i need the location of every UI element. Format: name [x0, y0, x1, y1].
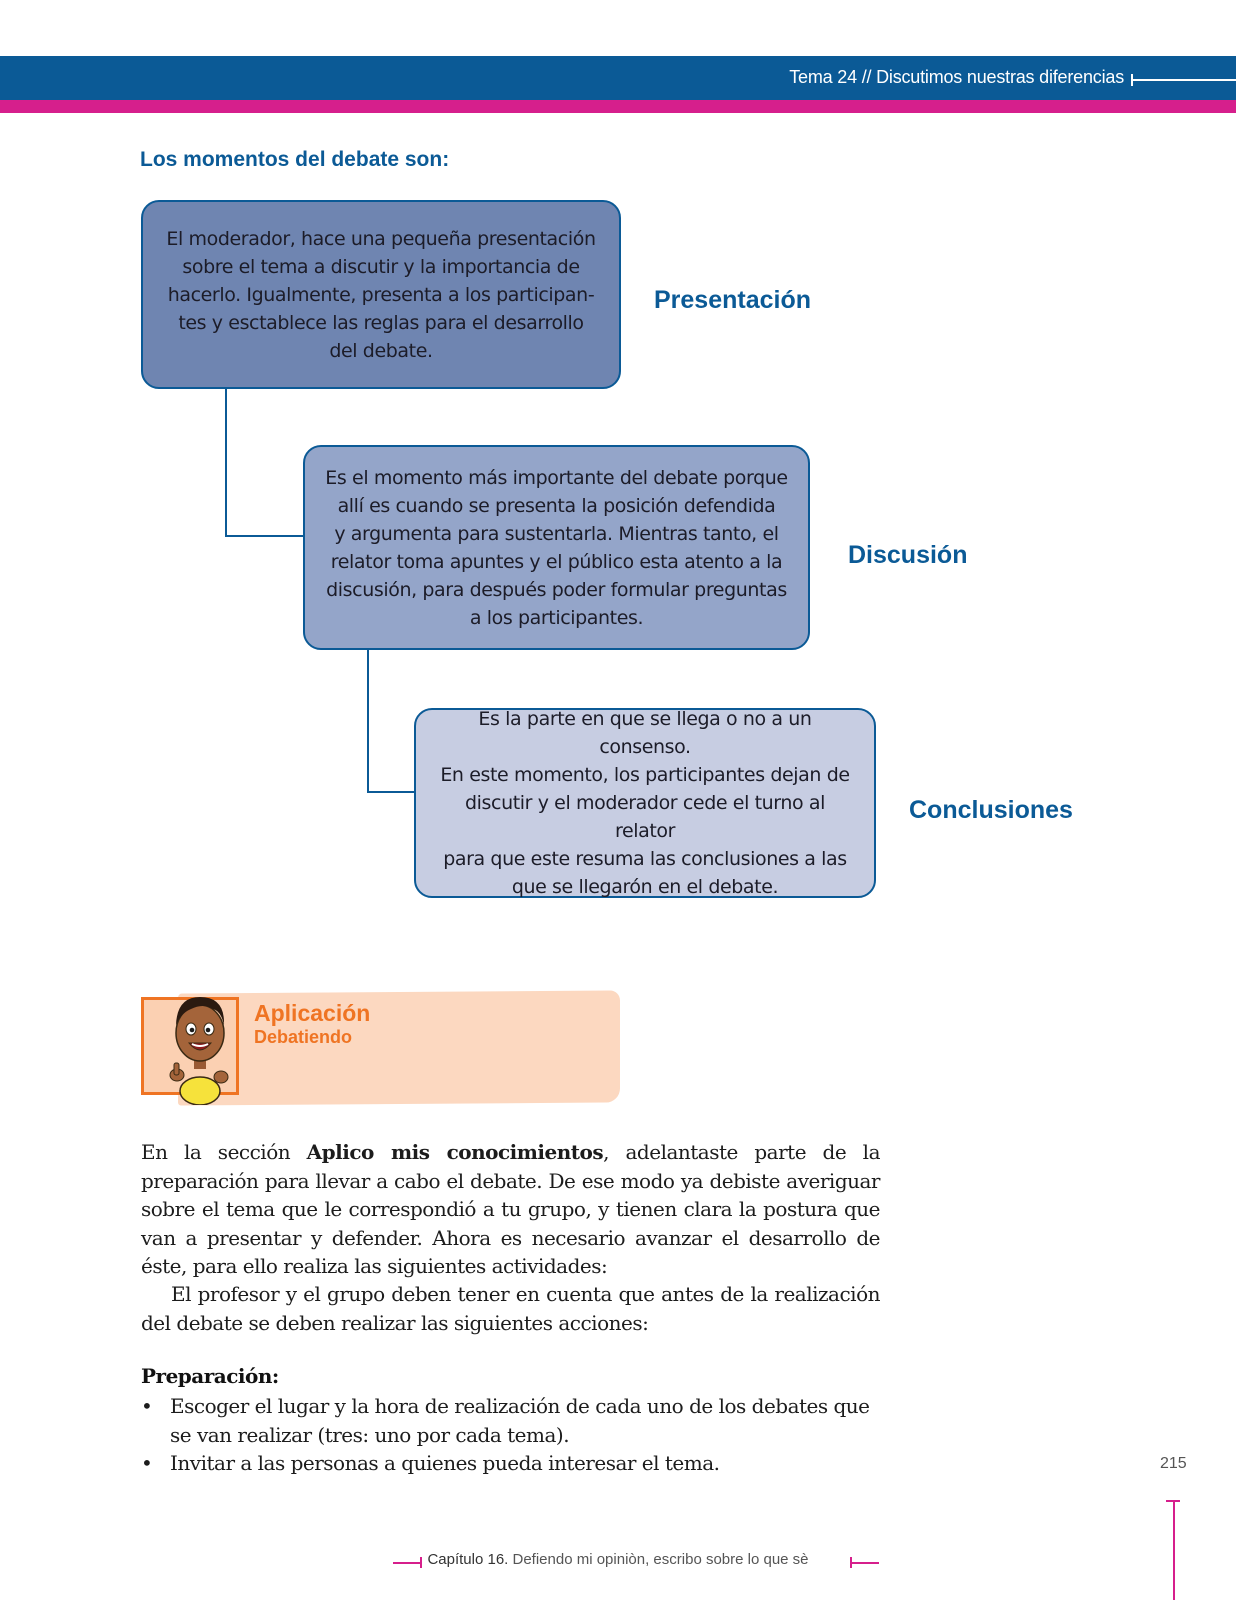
step-label-conclusiones: Conclusiones: [909, 796, 1073, 824]
header-title: Tema 24 // Discutimos nuestras diferencias: [789, 67, 1124, 87]
preparacion-heading: Preparación:: [141, 1364, 279, 1388]
list-item: [141, 1392, 880, 1449]
body-paragraph-2: El profesor y el grupo deben tener en cuenta que antes de la realización del debate se deben realizar las siguientes acciones:: [141, 1282, 880, 1335]
list-item-text: Escoger el lugar y la hora de realización de cada uno de los debates que se van realizar (tres: uno por cada tema).: [170, 1394, 870, 1447]
body-paragraph-1: [141, 1138, 880, 1281]
aplicacion-subtitle: Debatiendo: [254, 1027, 353, 1047]
step-text-line: relator toma apuntes y el público esta atento a la: [330, 550, 783, 573]
step-box-discusion: [303, 445, 810, 650]
footer-chapter: Capítulo 16.: [427, 1551, 509, 1568]
footer-title: Defiendo mi opiniòn, escribo sobre lo que sè: [508, 1551, 809, 1568]
aplicacion-title: Aplicación: [254, 1000, 371, 1026]
step-text-line: tes y esctablece las reglas para el desarrollo: [178, 311, 584, 334]
aplicacion-banner: [178, 990, 620, 1105]
connector-vertical-1: [225, 389, 227, 537]
connector-horizontal-1: [225, 535, 303, 537]
section-title: Los momentos del debate son:: [140, 148, 450, 171]
page-number: 215: [1160, 1455, 1187, 1472]
step-box-presentacion: [141, 200, 621, 389]
connector-vertical-2: [367, 650, 369, 793]
list-item: [141, 1449, 880, 1478]
footer-rule-right: [851, 1562, 879, 1564]
bullet-icon: •: [141, 1451, 153, 1475]
step-text-line: allí es cuando se presenta la posición defendida: [337, 494, 776, 517]
connector-horizontal-2: [367, 791, 414, 793]
step-text-line: que se llegarón en el debate.: [511, 876, 779, 898]
step-text-line: discutir y el moderador cede el turno al relator: [464, 792, 825, 842]
body-p1-bold: Aplico mis conocimientos: [306, 1140, 604, 1164]
step-text-line: El moderador, hace una pequeña presentación: [166, 227, 596, 250]
step-text-line: del debate.: [329, 339, 433, 362]
header-accent-stripe: [0, 100, 1236, 113]
body-p1-before: En la sección: [141, 1140, 307, 1164]
step-text-line: sobre el tema a discutir y la importancia de: [182, 255, 580, 278]
step-text-line: En este momento, los participantes dejan de: [440, 764, 850, 786]
step-text-line: y argumenta para sustentarla. Mientras tanto, el: [334, 522, 779, 545]
step-text-line: hacerlo. Igualmente, presenta a los participan-: [167, 283, 595, 306]
step-text-line: para que este resuma las conclusiones a las: [443, 848, 847, 870]
body-p1-after: , adelantaste parte de la preparación para llevar a cabo el debate. De ese modo ya debiste averiguar sobre el tema que le correspondió a tu grupo, y tienen clara la postura que van a presentar y defender. Ahora es necesario avanzar el desarrollo de éste, para ello realiza las siguientes actividades:: [141, 1140, 880, 1278]
step-text-line: discusión, para después poder formular preguntas: [326, 578, 787, 601]
footer: [0, 1551, 1236, 1568]
step-text-line: Es el momento más importante del debate porque: [325, 466, 788, 489]
bullet-icon: •: [141, 1394, 153, 1418]
step-label-discusion: Discusión: [848, 541, 968, 569]
step-text-line: a los participantes.: [469, 606, 644, 629]
list-item-text: Invitar a las personas a quienes pueda interesar el tema.: [170, 1451, 720, 1475]
step-box-conclusiones: [414, 708, 876, 898]
header-rule: [1133, 79, 1236, 81]
margin-line: [1173, 1500, 1175, 1600]
child-thumbs-up-icon: [163, 985, 237, 1105]
step-text-line: Es la parte en que se llega o no a un consenso.: [478, 708, 812, 758]
preparacion-list: [141, 1392, 880, 1478]
step-label-presentacion: Presentación: [654, 286, 812, 314]
